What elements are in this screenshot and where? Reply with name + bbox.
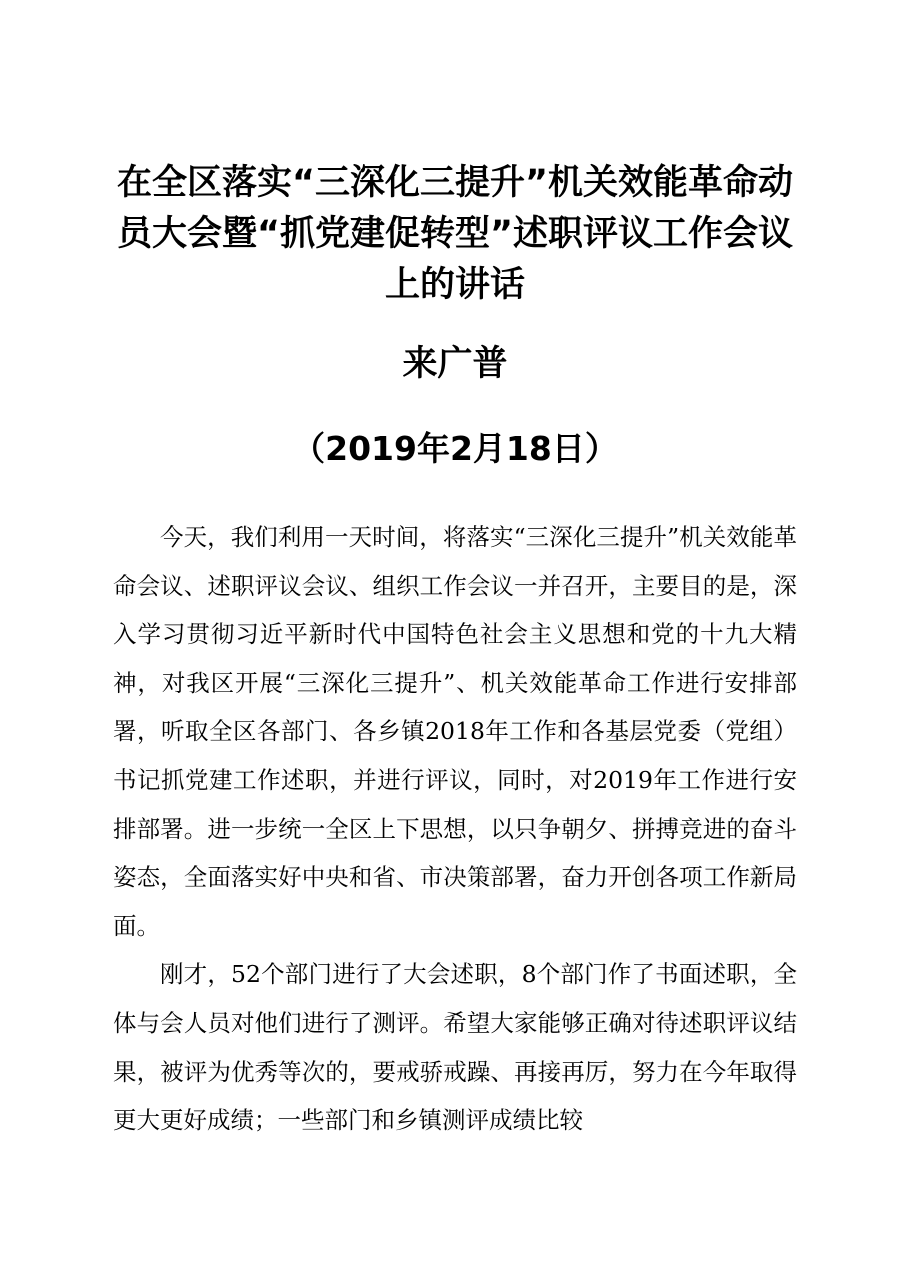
document-title: 在全区落实“三深化三提升”机关效能革命动员大会暨“抓党建促转型”述职评议工作会议上的讲话 (116, 163, 793, 305)
body-paragraph: 刚才，52个部门进行了大会述职，8个部门作了书面述职，全体与会人员对他们进行了测评。希望大家能够正确对待述职评议结果，被评为优秀等次的，要戒骄戒躁、再接再厉，努力在今年取得更大更好成绩；一些部门和乡镇测评成绩比较 (113, 960, 797, 1135)
document-body (113, 513, 797, 1145)
body-paragraph: 今天，我们利用一天时间，将落实“三深化三提升”机关效能革命会议、述职评议会议、组织工作会议一并召开，主要目的是，深入学习贯彻习近平新时代中国特色社会主义思想和党的十九大精神，对我区开展“三深化三提升”、机关效能革命工作进行安排部署，听取全区各部门、各乡镇2018年工作和各基层党委（党组）书记抓党建工作述职，并进行评议，同时，对2019年工作进行安排部署。进一步统一全区上下思想，以只争朝夕、拼搏竞进的奋斗姿态，全面落实好中央和省、市决策部署，奋力开创各项工作新局面。 (113, 523, 797, 940)
document-date: （2019年2月18日） (292, 429, 618, 468)
document-author: 来广普 (402, 344, 508, 384)
